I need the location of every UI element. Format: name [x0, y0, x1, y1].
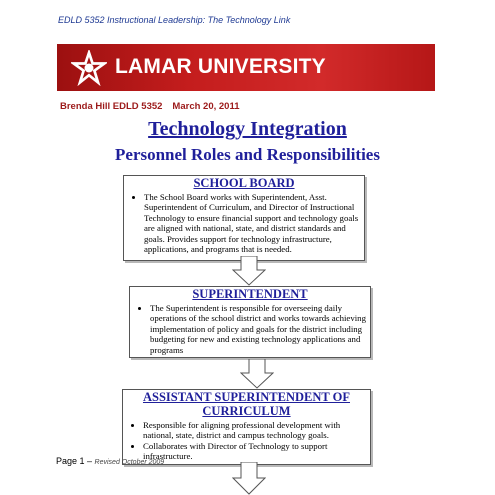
revised-note: Revised October 2009 — [94, 459, 165, 466]
lamar-star-logo-icon — [71, 50, 107, 86]
role-box-asst-superintendent — [122, 389, 371, 465]
page-number: Page 1 – — [56, 456, 93, 466]
author-date: March 20, 2011 — [172, 101, 240, 112]
page-footer — [56, 456, 164, 466]
author-line — [60, 101, 240, 112]
course-header: EDLD 5352 Instructional Leadership: The Technology Link — [58, 15, 291, 25]
down-arrow-icon — [240, 359, 274, 389]
role-heading: SUPERINTENDENT — [192, 287, 308, 301]
role-box-school-board — [123, 175, 365, 261]
role-bullet: • The School Board works with Superintendent, Asst. Superintendent of Curriculum, and Director of Instructional Technology to ensure financial support and technology goals are aligned with national, state, and district standards and goals. Provides support for technology infrastructure, applications, and programs that is needed. — [144, 192, 364, 254]
role-bullet: • The Superintendent is responsible for overseeing daily operations of the school district and works towards achieving implementation of policy and goals for the district including budgeting for new and existing technology applications and programs — [150, 303, 370, 355]
role-box-superintendent — [129, 286, 371, 358]
university-banner — [57, 44, 435, 91]
down-arrow-icon — [232, 256, 266, 286]
page-title: Technology Integration — [148, 118, 347, 140]
role-heading: SCHOOL BOARD — [193, 176, 295, 190]
down-arrow-icon — [232, 462, 266, 495]
role-bullet: • Responsible for aligning professional development with national, state, district and campus technology goals. — [143, 420, 370, 441]
role-bullet: • Collaborates with Director of Technology to support infrastructure. — [143, 441, 370, 462]
role-heading: ASSISTANT SUPERINTENDENT OF CURRICULUM — [142, 390, 350, 418]
page-subtitle: Personnel Roles and Responsibilities — [115, 145, 380, 164]
author-course: Brenda Hill EDLD 5352 — [60, 101, 163, 112]
university-name: LAMAR UNIVERSITY — [115, 55, 326, 78]
